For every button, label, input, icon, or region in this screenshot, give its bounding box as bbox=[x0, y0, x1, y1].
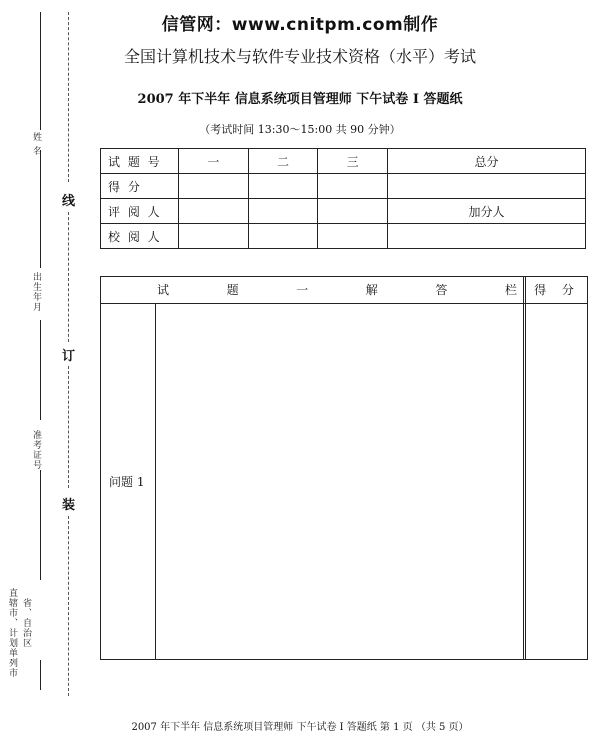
score-cell[interactable] bbox=[387, 174, 585, 199]
score-cell[interactable] bbox=[248, 199, 318, 224]
question-column-divider bbox=[155, 303, 156, 659]
exam-time: （考试时间 13:30～15:00 共 90 分钟） bbox=[199, 123, 401, 136]
score-cell[interactable] bbox=[318, 199, 388, 224]
score-cell[interactable] bbox=[179, 199, 249, 224]
score-cell[interactable] bbox=[248, 224, 318, 249]
score-column-divider bbox=[523, 277, 524, 659]
margin-birth-label: 出生年月 bbox=[31, 272, 41, 312]
score-cell: 加分人 bbox=[387, 199, 585, 224]
answer-header-char: 栏 bbox=[504, 283, 517, 297]
score-row-head: 校 阅 人 bbox=[101, 224, 179, 249]
margin-name-label: 姓 名 bbox=[31, 132, 41, 156]
answer-box bbox=[100, 276, 588, 660]
score-row-head: 试 题 号 bbox=[101, 149, 179, 174]
answer-header-char: 一 bbox=[296, 283, 309, 297]
score-cell: 总分 bbox=[387, 149, 585, 174]
answer-header bbox=[157, 281, 517, 298]
answer-score-label: 得 分 bbox=[534, 283, 580, 297]
exam-title: 全国计算机技术与软件专业技术资格（水平）考试 bbox=[123, 47, 476, 66]
page-footer: 2007 年下半年 信息系统项目管理师 下午试卷 I 答题纸 第 1 页 （共 5 页） bbox=[131, 722, 469, 733]
cut-line-bottom bbox=[68, 516, 69, 696]
score-cell[interactable] bbox=[318, 174, 388, 199]
question-label: 问题 1 bbox=[109, 475, 145, 489]
score-cell[interactable] bbox=[179, 224, 249, 249]
margin-region-label: 省、自治区 bbox=[21, 598, 31, 648]
answer-header-char: 试 bbox=[157, 283, 170, 297]
score-row-reviewer bbox=[101, 199, 586, 224]
site-header: 信管网：www.cnitpm.com制作 bbox=[161, 15, 439, 35]
score-row-head: 得 分 bbox=[101, 174, 179, 199]
score-cell: 一 bbox=[179, 149, 249, 174]
score-column-divider-2 bbox=[525, 277, 526, 659]
margin-line-birth bbox=[40, 150, 41, 268]
margin-line-bottom bbox=[40, 660, 41, 690]
score-cell[interactable] bbox=[248, 174, 318, 199]
score-cell: 三 bbox=[318, 149, 388, 174]
cut-line-mid2 bbox=[68, 366, 69, 488]
margin-line-region bbox=[40, 470, 41, 580]
margin-region2-label: 直辖市、计划单列市 bbox=[7, 588, 17, 678]
answer-header-char: 解 bbox=[365, 283, 378, 297]
score-row-points bbox=[101, 174, 586, 199]
score-cell[interactable] bbox=[387, 224, 585, 249]
paper-title: 2007 年下半年 信息系统项目管理师 下午试卷 I 答题纸 bbox=[137, 92, 463, 107]
answer-header-char: 题 bbox=[226, 283, 239, 297]
bind-char-order: 订 bbox=[62, 349, 76, 364]
score-cell: 二 bbox=[248, 149, 318, 174]
score-cell[interactable] bbox=[318, 224, 388, 249]
bind-char-bind: 装 bbox=[62, 498, 76, 513]
score-row-checker bbox=[101, 224, 586, 249]
score-table bbox=[100, 148, 586, 249]
score-row-question-no bbox=[101, 149, 586, 174]
cut-line-mid bbox=[68, 212, 69, 342]
bind-char-line: 线 bbox=[62, 194, 76, 209]
score-cell[interactable] bbox=[179, 174, 249, 199]
score-row-head: 评 阅 人 bbox=[101, 199, 179, 224]
answer-header-divider bbox=[101, 303, 587, 304]
margin-line-ticket bbox=[40, 320, 41, 420]
margin-ticket-label: 准考证号 bbox=[31, 430, 41, 470]
answer-header-char: 答 bbox=[435, 283, 448, 297]
